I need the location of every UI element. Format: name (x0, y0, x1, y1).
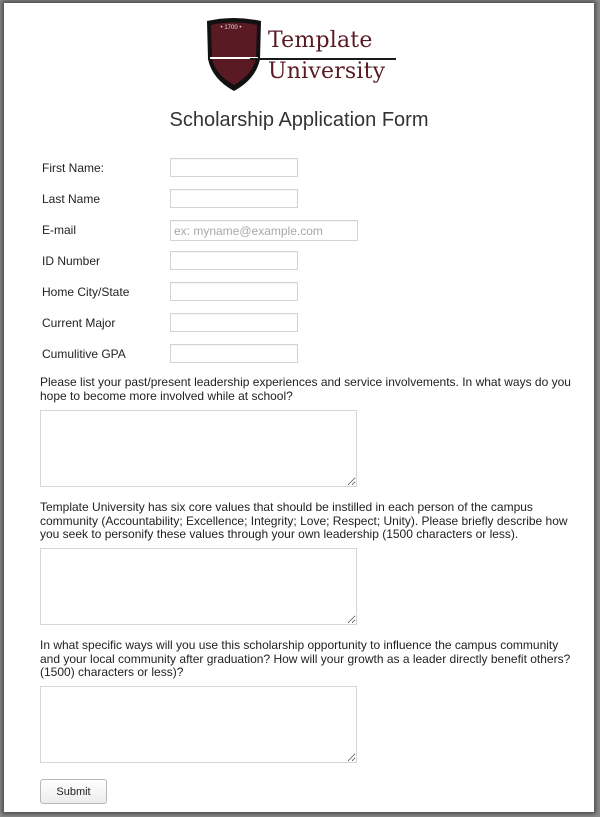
shield-year: • 1700 • (220, 25, 242, 31)
community-impact-answer-textarea[interactable] (40, 686, 357, 763)
community-impact-question: In what specific ways will you use this scholarship opportunity to influence the campus community and your local community after graduation? How will your growth as a leader directly benefit others? (1500) characters or less)? (40, 638, 571, 679)
first-name-label: First Name: (42, 161, 105, 175)
gpa-input[interactable] (170, 344, 298, 363)
page-title: Scholarship Application Form (169, 109, 429, 131)
submit-button[interactable]: Submit (40, 779, 107, 804)
id-number-label: ID Number (42, 254, 101, 268)
leadership-question: Please list your past/present leadership experiences and service involvements. In what ways do you hope to become more involved while at school? (40, 375, 571, 403)
core-values-answer-textarea[interactable] (40, 548, 357, 625)
current-major-input[interactable] (170, 313, 298, 332)
home-city-state-input[interactable] (170, 282, 298, 301)
current-major-label: Current Major (42, 316, 116, 330)
id-number-input[interactable] (170, 251, 298, 270)
email-input[interactable] (170, 220, 358, 241)
core-values-question: Template University has six core values that should be instilled in each person of the campus community (Accountability; Excellence; Integrity; Love; Respect; Unity). Please briefly describe how you seek to personify these values through your own leadership (1500 characters or less). (40, 500, 568, 541)
gpa-label: Cumulitive GPA (42, 347, 126, 361)
logo-text-line1: Template (268, 28, 373, 53)
first-name-input[interactable] (170, 158, 298, 177)
logo-text-line2: University (268, 59, 386, 84)
leadership-answer-textarea[interactable] (40, 410, 357, 487)
last-name-input[interactable] (170, 189, 298, 208)
last-name-label: Last Name (42, 192, 101, 206)
email-label: E-mail (42, 223, 77, 237)
university-logo (204, 17, 400, 93)
home-city-state-label: Home City/State (42, 285, 130, 299)
